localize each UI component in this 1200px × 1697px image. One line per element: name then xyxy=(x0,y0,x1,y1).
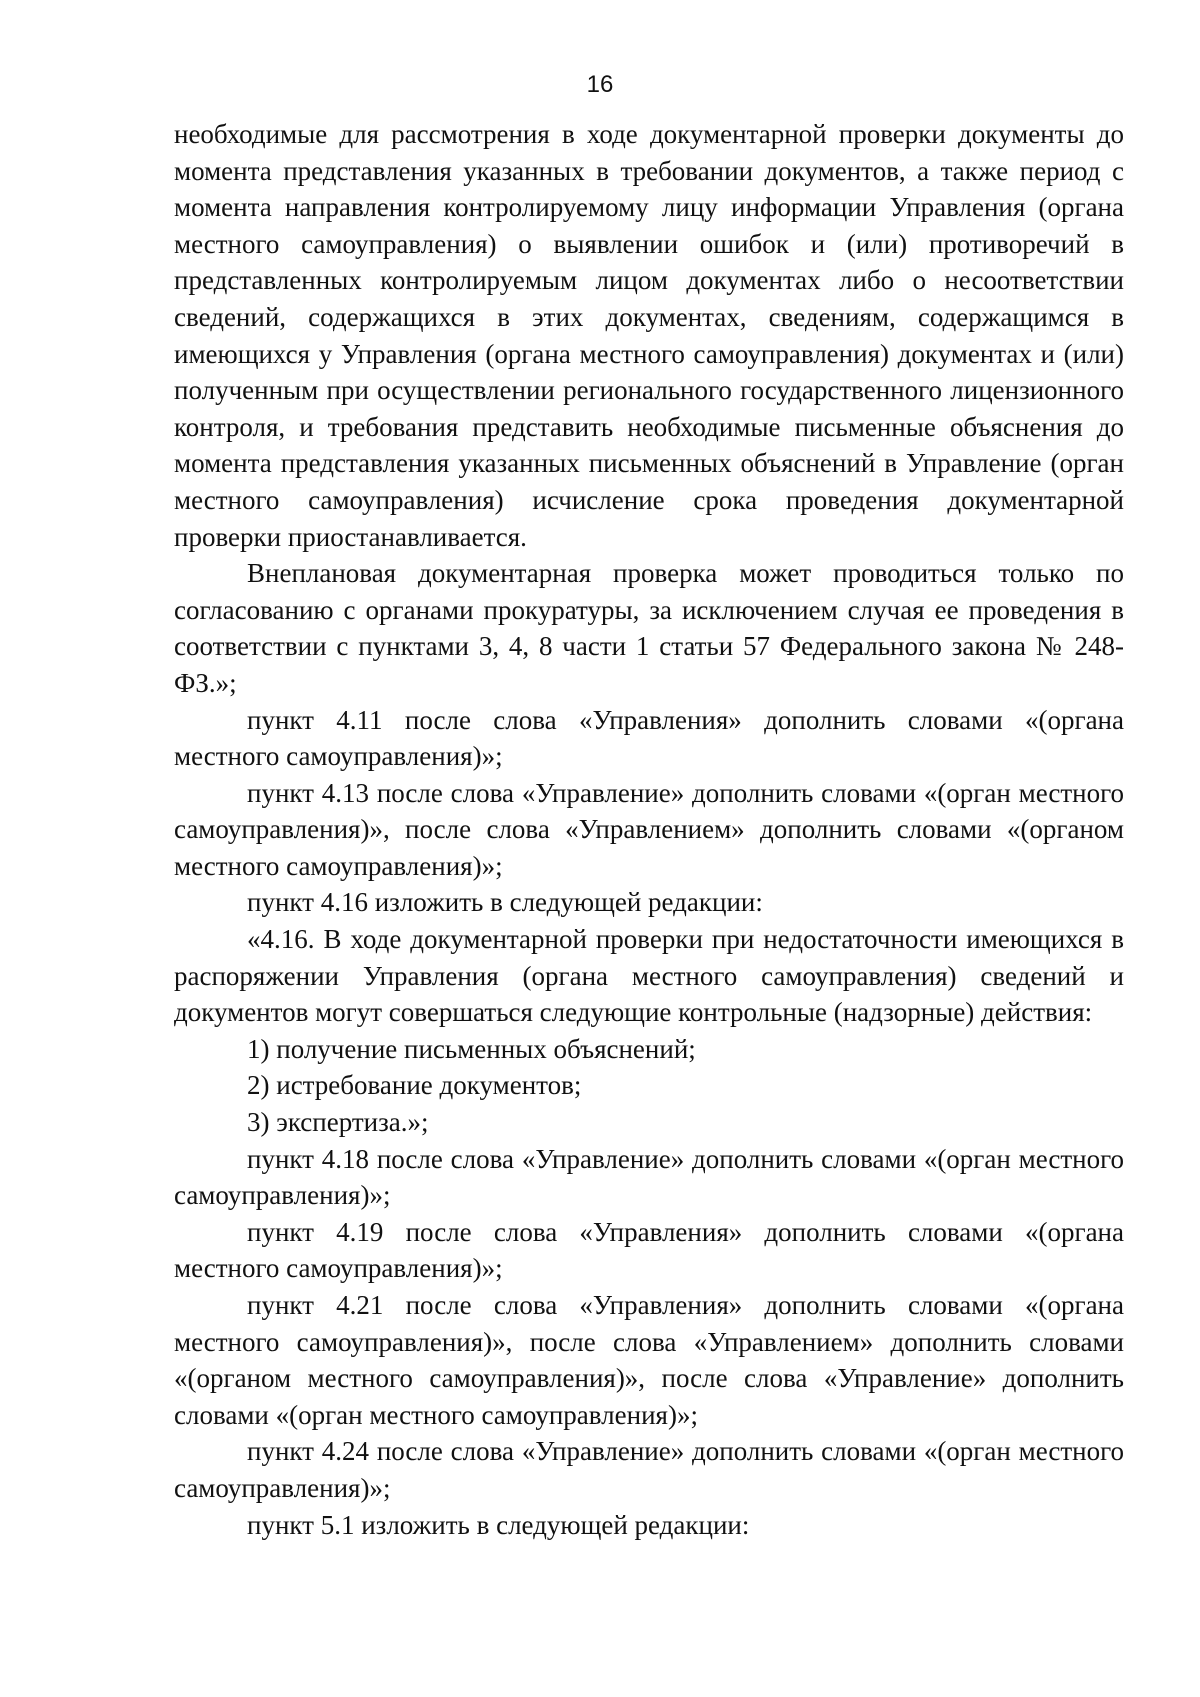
paragraph-item-4-11: пункт 4.11 после слова «Управления» дополнить словами «(органа местного самоуправления)»; xyxy=(174,704,1124,772)
document-body xyxy=(174,116,1124,1543)
paragraph-continuation: необходимые для рассмотрения в ходе документарной проверки документы до момента представления указанных в требовании документов, а также период с момента направления контролируемому лицу информации Управления (органа местного самоуправления) о выявлении ошибок и (или) противоречий в представленных контролируемым лицом документах либо о несоответствии сведений, содержащихся в этих документах, сведениям, содержащимся в имеющихся у Управления (органа местного самоуправления) документах и (или) полученным при осуществлении регионального государственного лицензионного контроля, и требования представить необходимые письменные объяснения до момента представления указанных письменных объяснений в Управление (орган местного самоуправления) исчисление срока проведения документарной проверки приостанавливается. xyxy=(174,119,1124,552)
paragraph-item-4-16-text: «4.16. В ходе документарной проверки при недостаточности имеющихся в распоряжении Управления (органа местного самоуправления) сведений и документов могут совершаться следующие контрольные (надзорные) действия: xyxy=(174,924,1124,1028)
list-item-2: 2) истребование документов; xyxy=(247,1070,582,1101)
paragraph-item-5-1-intro: пункт 5.1 изложить в следующей редакции: xyxy=(247,1509,750,1540)
paragraph-item-4-21: пункт 4.21 после слова «Управления» дополнить словами «(органа местного самоуправления)», после слова «Управлением» дополнить словами «(органом местного самоуправления)», после слова «Управление» дополнить словами «(орган местного самоуправления)»; xyxy=(174,1290,1124,1430)
paragraph-item-4-18: пункт 4.18 после слова «Управление» дополнить словами «(орган местного самоуправления)»; xyxy=(174,1143,1124,1211)
paragraph-unscheduled-inspection: Внеплановая документарная проверка может проводиться только по согласованию с органами прокуратуры, за исключением случая ее проведения в соответствии с пунктами 3, 4, 8 части 1 статьи 57 Федерального закона № 248-ФЗ.»; xyxy=(174,558,1124,698)
list-item-1: 1) получение письменных объяснений; xyxy=(247,1033,696,1064)
paragraph-item-4-16-intro: пункт 4.16 изложить в следующей редакции: xyxy=(247,887,763,918)
page-number: 16 xyxy=(586,71,614,98)
paragraph-item-4-24: пункт 4.24 после слова «Управление» дополнить словами «(орган местного самоуправления)»; xyxy=(174,1436,1124,1503)
paragraph-item-4-13: пункт 4.13 после слова «Управление» дополнить словами «(орган местного самоуправления)», после слова «Управлением» дополнить словами «(органом местного самоуправления)»; xyxy=(174,777,1124,881)
paragraph-item-4-19: пункт 4.19 после слова «Управления» дополнить словами «(органа местного самоуправления)»; xyxy=(174,1216,1124,1284)
list-item-3: 3) экспертиза.»; xyxy=(247,1107,429,1138)
